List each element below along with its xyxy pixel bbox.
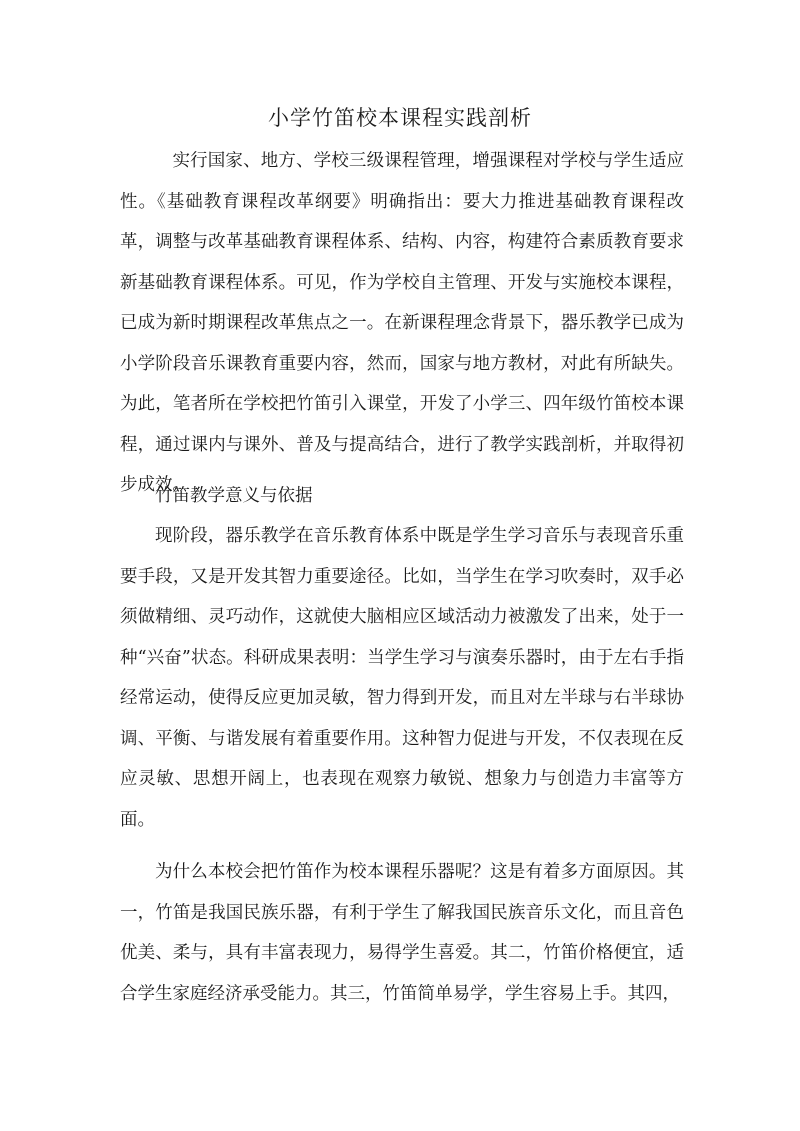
document-title: 小学竹笛校本课程实践剖析 (268, 106, 532, 130)
paragraph-reasons: 为什么本校会把竹笛作为校本课程乐器呢？这是有着多方面原因。其一，竹笛是我国民族乐器，有利于学生了解我国民族音乐文化，而且音色优美、柔与，具有丰富表现力，易得学生喜爱。其二，竹笛价格便宜，适合学生家庭经济承受能力。其三，竹笛简单易学，学生容易上手。其四， (120, 862, 684, 1004)
paragraph-significance: 现阶段，器乐教学在音乐教育体系中既是学生学习音乐与表现音乐重要手段，又是开发其智力重要途径。比如，当学生在学习吹奏时，双手必须做精细、灵巧动作，这就使大脑相应区域活动力被激发了出来，处于一种“兴奋”状态。科研成果表明：当学生学习与演奏乐器时，由于左右手指经常运动，使得反应更加灵敏，智力得到开发，而且对左半球与右半球协调、平衡、与谐发展有着重要作用。这种智力促进与开发，不仅表现在反应灵敏、思想开阔上，也表现在观察力敏锐、想象力与创造力丰富等方面。 (120, 526, 684, 830)
section-heading: 竹笛教学意义与依据 (155, 486, 313, 506)
paragraph-intro: 实行国家、地方、学校三级课程管理，增强课程对学校与学生适应性。《基础教育课程改革纲要》明确指出：要大力推进基础教育课程改革，调整与改革基础教育课程体系、结构、内容，构建符合素质教育要求新基础教育课程体系。可见，作为学校自主管理、开发与实施校本课程，已成为新时期课程改革焦点之一。在新课程理念背景下，器乐教学已成为小学阶段音乐课教育重要内容，然而，国家与地方教材，对此有所缺失。为此，笔者所在学校把竹笛引入课堂，开发了小学三、四年级竹笛校本课程，通过课内与课外、普及与提高结合，进行了教学实践剖析，并取得初步成效。 (120, 151, 684, 495)
